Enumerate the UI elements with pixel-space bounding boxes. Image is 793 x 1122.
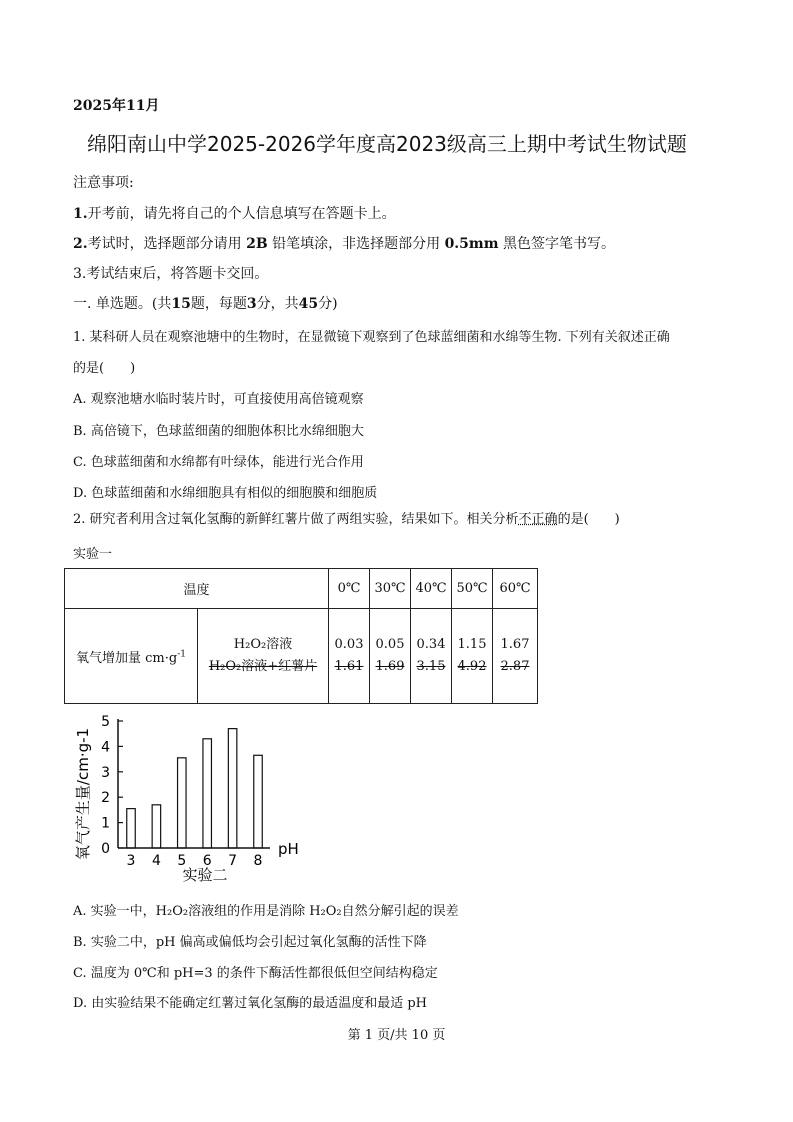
y-tick-label: 3 — [101, 764, 110, 781]
x-tick-label: 8 — [253, 853, 263, 869]
value-cell — [493, 609, 538, 704]
q2-stem-a: 2. 研究者利用含过氧化氢酶的新鲜红薯片做了两组实验，结果如下。相关分析 — [73, 512, 519, 527]
y-tick-label: 1 — [101, 815, 110, 832]
experiment-2-chart — [70, 712, 310, 892]
q1-option-b: B. 高倍镜下，色球蓝细菌的细胞体积比水绵细胞大 — [73, 424, 364, 439]
x-tick-label: 5 — [177, 853, 187, 869]
y-tick-label: 4 — [101, 739, 110, 756]
q1-option-c: C. 色球蓝细菌和水绵都有叶绿体，能进行光合作用 — [73, 455, 364, 470]
experiment-1-label: 实验一 — [73, 547, 113, 562]
y-axis-label: 氧气产生量/cm·g-1 — [74, 727, 92, 861]
note-1-text: 开考前，请先将自己的个人信息填写在答题卡上。 — [87, 206, 396, 222]
value-h2o2-potato: 3.15 — [416, 659, 446, 674]
q2-option-c: C. 温度为 0℃和 pH=3 的条件下酶活性都很低但空间结构稳定 — [73, 966, 438, 981]
q2-option-a-prefix: A. 实验一中， — [73, 904, 156, 919]
value-cell — [411, 609, 452, 704]
y-ticks — [101, 714, 123, 857]
note-2-num: 2. — [73, 236, 88, 252]
section-a: 一. 单选题。(共 — [73, 296, 172, 312]
y-tick-label: 2 — [101, 790, 110, 807]
q2-stem — [73, 508, 620, 527]
temp-cell: 60℃ — [493, 569, 538, 609]
q2-option-b: B. 实验二中，pH 偏高或偏低均会引起过氧化氢酶的活性下降 — [73, 935, 427, 950]
value-cell — [329, 609, 370, 704]
q1-stem-2: 的是( ) — [73, 361, 136, 376]
value-cell — [370, 609, 411, 704]
y-tick-label: 0 — [101, 841, 110, 857]
value-h2o2-potato: 4.92 — [457, 659, 487, 674]
row-label-sup: -1 — [177, 649, 186, 660]
note-2-a: 考试时，选择题部分请用 — [87, 236, 242, 252]
bar-ph-6 — [203, 739, 212, 848]
row-label-text: 氧气增加量 cm·g — [76, 650, 178, 666]
condition-labels — [198, 609, 329, 704]
section-b: 15 — [171, 296, 191, 312]
temp-header: 温度 — [65, 569, 329, 609]
bar-ph-7 — [228, 729, 237, 848]
value-h2o2: 1.67 — [500, 637, 530, 652]
page-title: 绵阳南山中学2025-2026学年度高2023级高三上期中考试生物试题 — [87, 132, 687, 156]
q2-stem-b: 的是( ) — [557, 512, 620, 527]
value-h2o2: 1.15 — [457, 637, 487, 652]
value-cell — [452, 609, 493, 704]
bar-ph-5 — [178, 758, 187, 848]
x-tick-label: 4 — [151, 853, 161, 869]
note-2-b: 2B — [246, 236, 268, 252]
value-h2o2: 0.03 — [334, 637, 364, 652]
section-c: 题，每题 — [190, 296, 247, 312]
q2-stem-emphasis: 不正确 — [518, 512, 558, 527]
q1-stem-1: 1. 某科研人员在观察池塘中的生物时，在显微镜下观察到了色球蓝细菌和水绵等生物. 下列有关叙述正确 — [73, 330, 670, 345]
page-footer: 第 1 页/共 10 页 — [347, 1028, 446, 1043]
note-2-d: 0.5mm — [444, 236, 499, 252]
section-f: 45 — [298, 296, 319, 312]
temp-cell: 50℃ — [452, 569, 493, 609]
experiment-1-table — [64, 568, 538, 704]
value-h2o2: 0.05 — [375, 637, 405, 652]
exam-date: 2025年11月 — [73, 98, 160, 114]
x-tick-label: 7 — [228, 853, 238, 869]
q1-option-a: A. 观察池塘水临时装片时，可直接使用高倍镜观察 — [73, 392, 364, 407]
condition-h2o2-potato: H₂O₂溶液+红薯片 — [208, 659, 318, 674]
note-1 — [73, 203, 396, 223]
y-tick-label: 5 — [101, 714, 110, 730]
value-h2o2: 0.34 — [416, 637, 446, 652]
q2-option-a — [73, 900, 459, 919]
bar-group — [127, 729, 263, 848]
note-1-num: 1. — [73, 206, 88, 222]
q2-option-a-text: H₂O₂溶液组的作用是消除 H₂O₂自然分解引起的误差 — [155, 904, 459, 919]
section-d: 3 — [246, 296, 257, 312]
value-h2o2-potato: 2.87 — [500, 659, 530, 674]
bar-ph-4 — [152, 805, 161, 848]
table-data-row — [65, 609, 538, 704]
note-2-c: 铅笔填涂，非选择题部分用 — [272, 236, 441, 252]
value-h2o2-potato: 1.61 — [334, 659, 364, 674]
condition-h2o2: H₂O₂溶液 — [233, 637, 293, 652]
section-e: 分，共 — [256, 296, 299, 312]
bar-ph-3 — [127, 809, 136, 848]
temp-cell: 0℃ — [329, 569, 370, 609]
temp-cell: 30℃ — [370, 569, 411, 609]
note-2 — [73, 233, 615, 253]
note-3: 3.考试结束后，将答题卡交回。 — [73, 266, 269, 282]
row-label — [65, 609, 198, 704]
note-2-e: 黑色签字笔书写。 — [503, 236, 615, 252]
x-axis-label: pH — [278, 840, 299, 858]
notes-heading: 注意事项: — [73, 175, 134, 191]
temp-cell: 40℃ — [411, 569, 452, 609]
x-tick-label: 3 — [126, 853, 136, 869]
bar-ph-8 — [254, 755, 263, 848]
x-tick-label: 6 — [202, 853, 212, 869]
section-g: 分) — [318, 296, 338, 312]
table-header-row — [65, 569, 538, 609]
chart-title: 实验二 — [182, 866, 228, 884]
q2-option-d: D. 由实验结果不能确定红薯过氧化氢酶的最适温度和最适 pH — [73, 996, 428, 1011]
q1-option-d: D. 色球蓝细菌和水绵细胞具有相似的细胞膜和细胞质 — [73, 486, 378, 501]
section-heading — [73, 293, 338, 313]
value-h2o2-potato: 1.69 — [375, 659, 405, 674]
